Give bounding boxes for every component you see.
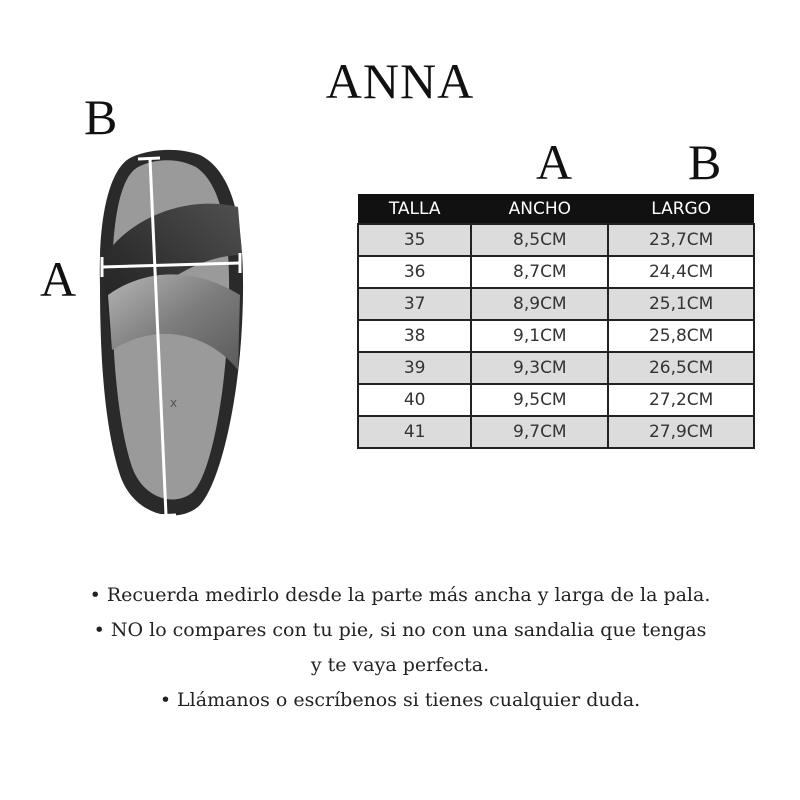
cell-largo: 27,2CM (608, 384, 754, 416)
cell-talla: 35 (358, 224, 471, 256)
cell-ancho: 9,5CM (471, 384, 608, 416)
cell-largo: 25,1CM (608, 288, 754, 320)
measurement-notes (0, 578, 800, 718)
cell-largo: 27,9CM (608, 416, 754, 448)
cell-largo: 25,8CM (608, 320, 754, 352)
cell-ancho: 8,5CM (471, 224, 608, 256)
column-length-label: B (688, 134, 722, 190)
size-table (357, 194, 755, 449)
table-row (358, 352, 754, 384)
header-talla: TALLA (358, 194, 471, 224)
table-row (358, 256, 754, 288)
diagram-length-label: B (84, 89, 118, 145)
cell-talla: 39 (358, 352, 471, 384)
cell-ancho: 9,7CM (471, 416, 608, 448)
sandal-logo-mark: x (170, 396, 178, 410)
length-measure-tick-top (138, 158, 160, 159)
cell-ancho: 8,7CM (471, 256, 608, 288)
note-line: • Llámanos o escríbenos si tienes cualquier duda. (159, 689, 641, 711)
note-line: • NO lo compares con tu pie, si no con una sandalia que tengas (93, 619, 707, 641)
cell-talla: 41 (358, 416, 471, 448)
column-width-label: A (536, 134, 573, 190)
sandal-measurement-diagram (90, 145, 260, 530)
header-largo: LARGO (608, 194, 754, 224)
table-row (358, 288, 754, 320)
note-line: y te vaya perfecta. (310, 654, 490, 676)
table-row (358, 320, 754, 352)
cell-largo: 24,4CM (608, 256, 754, 288)
page-title: ANNA (325, 53, 475, 109)
table-row (358, 416, 754, 448)
header-ancho: ANCHO (471, 194, 608, 224)
length-measure-tick-bottom (154, 515, 176, 516)
cell-largo: 26,5CM (608, 352, 754, 384)
cell-talla: 38 (358, 320, 471, 352)
cell-largo: 23,7CM (608, 224, 754, 256)
cell-ancho: 9,3CM (471, 352, 608, 384)
table-row (358, 384, 754, 416)
note-line: • Recuerda medirlo desde la parte más ancha y larga de la pala. (89, 584, 711, 606)
cell-talla: 37 (358, 288, 471, 320)
cell-ancho: 9,1CM (471, 320, 608, 352)
size-table-header-row (358, 194, 754, 224)
table-row (358, 224, 754, 256)
cell-talla: 40 (358, 384, 471, 416)
cell-talla: 36 (358, 256, 471, 288)
cell-ancho: 8,9CM (471, 288, 608, 320)
diagram-width-label: A (40, 251, 77, 307)
